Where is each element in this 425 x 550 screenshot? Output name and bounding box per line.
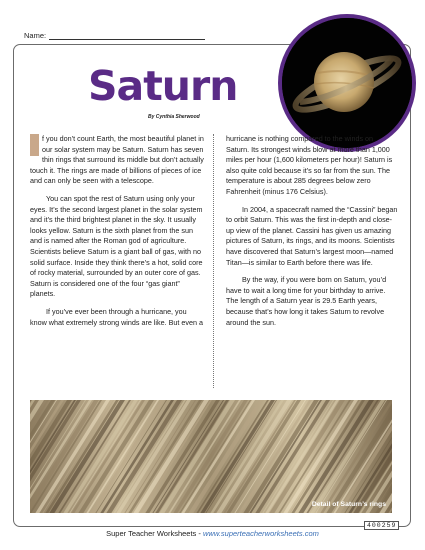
saturn-rings-photo <box>30 400 392 513</box>
footer-url-link[interactable]: www.superteacherworksheets.com <box>202 529 319 538</box>
name-label: Name: <box>24 31 47 40</box>
paragraph-6: By the way, if you were born on Saturn, you’d have to wait a long time for your birthday to arrive. The length of a Saturn year is 29.5 Earth years, because that’s how long it takes Saturn to revolve around the sun. <box>226 275 387 327</box>
paragraph-3: If you’ve ever been through a hurricane, you know what extremely strong winds are like. But even a <box>30 306 203 327</box>
drop-cap <box>30 134 39 156</box>
footer <box>0 529 425 538</box>
footer-publisher: Super Teacher Worksheets - <box>106 529 203 538</box>
column-divider <box>213 134 214 388</box>
paragraph-2: You can spot the rest of Saturn using only your eyes. It’s the second largest planet in the solar system and it’s the third brightest planet in the sky. It usually looks yellow. Saturn is the sixth planet from the sun and is named after the Roman god of agriculture. Scientists believe Saturn is a giant ball of gas, with no solid surface. Inside they think there’s a hot, solid core of rocky material, surrounded by an outer core of gas. Saturn is considered one of the four “gas giant” planets. <box>30 193 203 299</box>
paragraph-1-text: f you don’t count Earth, the most beautiful planet in our solar system may be Saturn. Saturn has seven thin rings that surround its middle but don’t actually touch it. The rings are made of billions of pieces of ice and can only be seen with a telescope. <box>30 134 204 186</box>
rings-detail-image <box>30 400 392 513</box>
rings-caption: Detail of Saturn’s rings <box>311 501 386 508</box>
article-right-column <box>226 134 398 335</box>
paragraph-4: hurricane is nothing compared to the winds on Saturn. Its strongest winds blow at more than 1,000 miles per hour (1,600 kilometers per hour)! Saturn is also quite cold because it’s so far from the sun. The temperature is about 285 degrees below zero Fahrenheit (minus 176 Celsius). <box>226 134 393 196</box>
paragraph-1 <box>30 134 205 187</box>
article-byline: By Cynthia Sherwood <box>148 114 200 120</box>
name-field[interactable] <box>24 31 205 40</box>
worksheet-code: 400259 <box>364 521 399 530</box>
saturn-photo <box>278 14 416 152</box>
saturn-planet-image <box>282 18 412 148</box>
article-title: Saturn <box>88 62 238 110</box>
article-left-column <box>30 134 205 335</box>
name-blank-line[interactable] <box>49 31 205 40</box>
paragraph-5: In 2004, a spacecraft named the “Cassini” began to orbit Saturn. This was the first in-depth and close-up view of the planet. Cassini has given us amazing pictures of Saturn, its rings, and its moons. Scientists have discovered that Saturn’s largest moon—named Titan—is similar to Earth before there was life. <box>226 204 398 267</box>
